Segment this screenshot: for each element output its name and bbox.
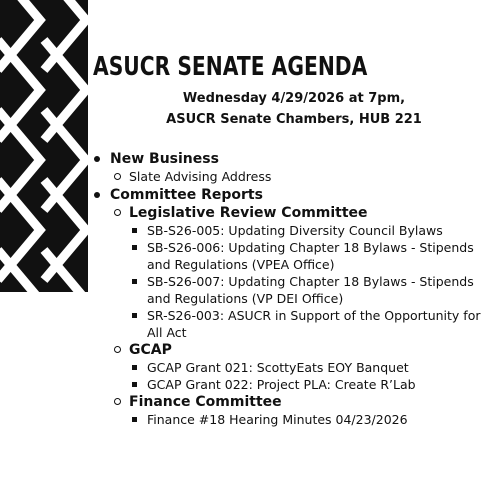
bullet-icon <box>132 382 137 387</box>
bullet-icon <box>94 156 100 162</box>
meeting-date-time: Wednesday 4/29/2026 at 7pm, <box>182 91 406 106</box>
meeting-location: ASUCR Senate Chambers, HUB 221 <box>166 112 422 127</box>
committee-gcap <box>110 341 494 393</box>
agenda-section-new-business <box>94 150 494 186</box>
item-text: SB-S26-005: Updating Diversity Council Bylaws <box>147 223 443 238</box>
page-title: ASUCR SENATE AGENDA <box>93 52 368 82</box>
committee-legislative-review <box>110 204 494 341</box>
list-item <box>129 376 494 393</box>
section-label: Committee Reports <box>110 187 263 203</box>
item-text: SB-S26-007: Updating Chapter 18 Bylaws - Stipends and Regulations (VP DEI Office) <box>147 274 474 306</box>
bullet-icon <box>132 365 137 370</box>
bullet-icon <box>114 398 121 405</box>
bullet-icon <box>132 245 137 250</box>
list-item <box>129 222 494 239</box>
list-item <box>129 239 494 273</box>
agenda-list <box>94 150 494 428</box>
list-item <box>129 411 494 428</box>
list-item <box>129 307 494 341</box>
list-item <box>110 168 494 186</box>
bullet-icon <box>132 279 137 284</box>
section-label: New Business <box>110 151 219 167</box>
item-text: SR-S26-003: ASUCR in Support of the Opportunity for All Act <box>147 308 481 340</box>
bullet-icon <box>132 417 137 422</box>
item-text: GCAP Grant 022: Project PLA: Create R’Lab <box>147 377 416 392</box>
item-text: SB-S26-006: Updating Chapter 18 Bylaws - Stipends and Regulations (VPEA Office) <box>147 240 474 272</box>
bullet-icon <box>94 192 100 198</box>
committee-label: Finance Committee <box>129 394 282 410</box>
agenda-section-committee-reports <box>94 186 494 428</box>
bullet-icon <box>114 173 121 180</box>
chevron-pattern-decoration <box>0 0 88 292</box>
committee-label: GCAP <box>129 342 172 358</box>
item-text: GCAP Grant 021: ScottyEats EOY Banquet <box>147 360 409 375</box>
bullet-icon <box>114 346 121 353</box>
meeting-details <box>160 88 428 130</box>
item-text: Finance #18 Hearing Minutes 04/23/2026 <box>147 412 408 427</box>
item-text: Slate Advising Address <box>129 169 272 184</box>
list-item <box>129 273 494 307</box>
committee-label: Legislative Review Committee <box>129 205 368 221</box>
bullet-icon <box>132 313 137 318</box>
bullet-icon <box>114 209 121 216</box>
committee-finance <box>110 393 494 428</box>
list-item <box>129 359 494 376</box>
chevron-pattern-graphic <box>0 0 88 292</box>
bullet-icon <box>132 228 137 233</box>
